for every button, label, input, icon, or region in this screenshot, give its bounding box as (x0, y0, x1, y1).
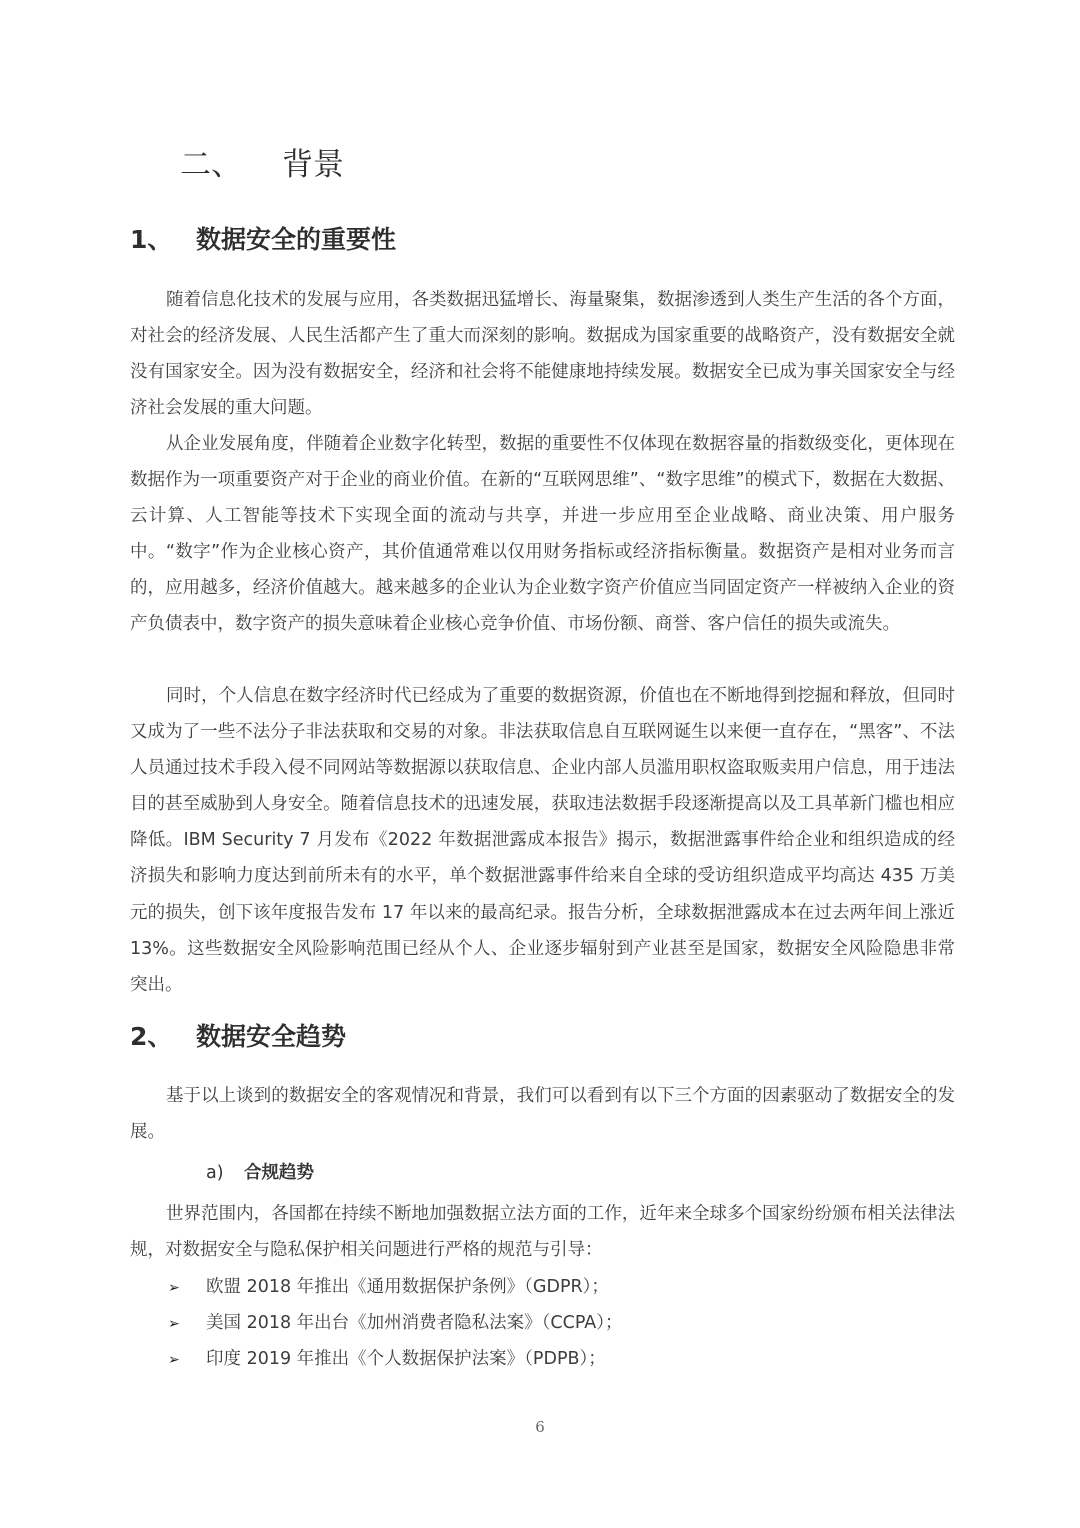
paragraph-trend-intro: 基于以上谈到的数据安全的客观情况和背景，我们可以看到有以下三个方面的因素驱动了数据安全的发展。 (130, 1086, 955, 1143)
page-number: 6 (535, 1418, 545, 1436)
subsubsection-number: a) (206, 1163, 224, 1183)
subsection-title: 数据安全的重要性 (196, 225, 397, 254)
section-heading (180, 140, 344, 190)
subsubsection-heading (206, 1158, 314, 1188)
paragraph-importance-3: 同时，个人信息在数字经济时代已经成为了重要的数据资源，价值也在不断地得到挖掘和释放，但同时又成为了一些不法分子非法获取和交易的对象。非法获取信息自互联网诞生以来便一直存在，“黑客”、不法人员通过技术手段入侵不同网站等数据源以获取信息、企业内部人员滥用职权盗取贩卖用户信息，用于违法目的甚至威胁到人身安全。随着信息技术的迅速发展，获取违法数据手段逐渐提高以及工具革新门槛也相应降低。IBM Security 7 月发布《2022 年数据泄露成本报告》揭示，数据泄露事件给企业和组织造成的经济损失和影响力度达到前所未有的水平，单个数据泄露事件给来自全球的受访组织造成平均高达 435 万美元的损失，创下该年度报告发布 17 年以来的最高纪录。报告分析，全球数据泄露成本在过去两年间上涨近 13%。这些数据安全风险影响范围已经从个人、企业逐步辐射到产业甚至是国家，数据安全风险隐患非常突出。 (130, 686, 955, 995)
section-title: 背景 (282, 147, 344, 183)
list-item (168, 1272, 609, 1302)
subsection-number: 1、 (130, 225, 173, 254)
list-item-text: 印度 2019 年推出《个人数据保护法案》（PDPB）； (206, 1349, 606, 1369)
paragraph-importance-2: 从企业发展角度，伴随着企业数字化转型，数据的重要性不仅体现在数据容量的指数级变化，更体现在数据作为一项重要资产对于企业的商业价值。在新的“互联网思维”、“数字思维”的模式下，数据在大数据、云计算、人工智能等技术下实现全面的流动与共享，并进一步应用至企业战略、商业决策、用户服务中。“数字”作为企业核心资产，其价值通常难以仅用财务指标或经济指标衡量。数据资产是相对业务而言的，应用越多，经济价值越大。越来越多的企业认为企业数字资产价值应当同固定资产一样被纳入企业的资产负债表中，数字资产的损失意味着企业核心竞争价值、市场份额、商誉、客户信任的损失或流失。 (130, 434, 955, 635)
list-item (168, 1308, 623, 1338)
list-item-text: 美国 2018 年出台《加州消费者隐私法案》（CCPA）； (206, 1313, 623, 1333)
list-item (168, 1344, 606, 1374)
subsection-heading-2 (130, 1017, 346, 1057)
subsection-heading-1 (130, 220, 396, 260)
subsection-number: 2、 (130, 1022, 173, 1051)
subsubsection-title: 合规趋势 (244, 1163, 314, 1183)
subsection-title: 数据安全趋势 (196, 1022, 347, 1051)
arrow-bullet-icon: ➢ (168, 1316, 180, 1332)
arrow-bullet-icon: ➢ (168, 1352, 180, 1368)
section-number: 二、 (180, 147, 242, 183)
list-item-text: 欧盟 2018 年推出《通用数据保护条例》（GDPR）； (206, 1277, 609, 1297)
arrow-bullet-icon: ➢ (168, 1280, 180, 1296)
paragraph-compliance: 世界范围内，各国都在持续不断地加强数据立法方面的工作，近年来全球多个国家纷纷颁布相关法律法规，对数据安全与隐私保护相关问题进行严格的规范与引导： (130, 1204, 955, 1261)
paragraph-importance-1: 随着信息化技术的发展与应用，各类数据迅猛增长、海量聚集，数据渗透到人类生产生活的各个方面，对社会的经济发展、人民生活都产生了重大而深刻的影响。数据成为国家重要的战略资产，没有数据安全就没有国家安全。因为没有数据安全，经济和社会将不能健康地持续发展。数据安全已成为事关国家安全与经济社会发展的重大问题。 (130, 290, 955, 419)
